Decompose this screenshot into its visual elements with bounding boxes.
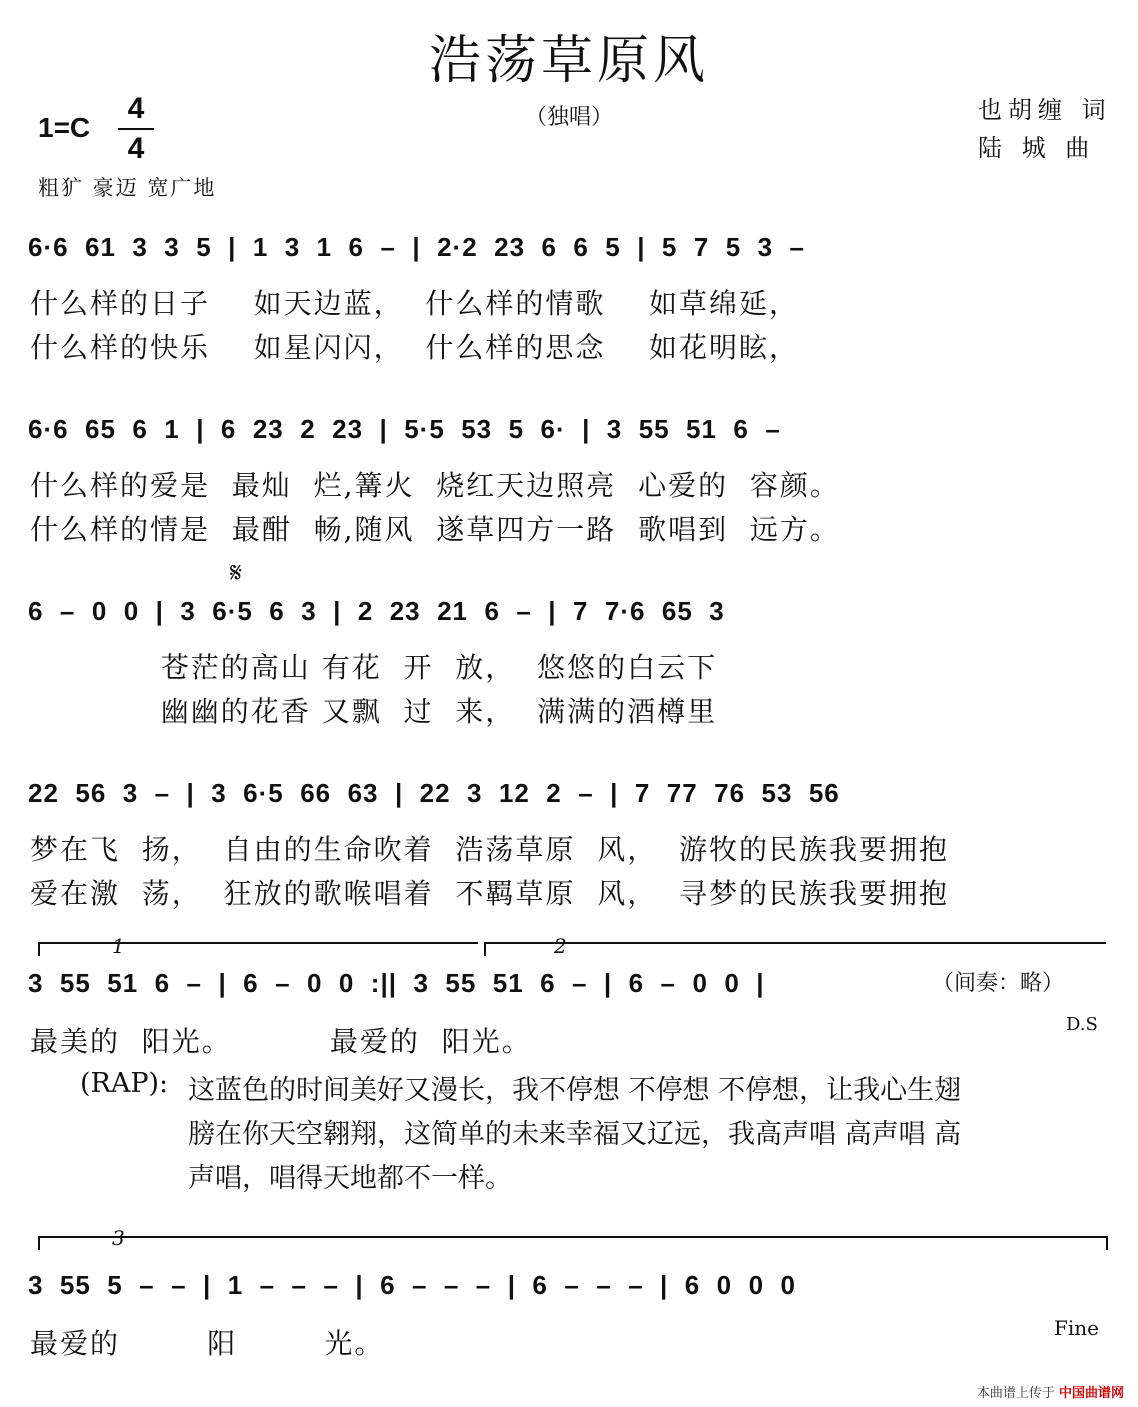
notation-row-5: 3 55 51 6 – | 6 – 0 0 :|| 3 55 51 6 – | 6 – 0 0 | — [28, 968, 765, 998]
lyric-row-4-verse-1: 梦在飞 扬， 自由的生命吹着 浩荡草原 风， 游牧的民族我要拥抱 — [30, 833, 950, 866]
rap-line-3: 声唱，唱得天地都不一样。 — [188, 1163, 512, 1194]
notation-row-4: 22 56 3 – | 3 6·5 66 63 | 22 3 12 2 – | 7 77 76 53 56 — [28, 778, 840, 808]
volta-bracket-3 — [38, 1236, 1108, 1250]
lyricist-credit: 也胡缠 词 — [978, 96, 1112, 124]
interlude-note: （间奏：略） — [932, 971, 1065, 996]
segno-sign: 𝄋 — [230, 556, 243, 589]
tempo-mark: 粗犷 豪迈 宽广地 — [38, 176, 217, 200]
notation-row-3: 6 – 0 0 | 3 6·5 6 3 | 2 23 21 6 – | 7 7·6 65 3 — [28, 596, 725, 626]
lyric-row-2-verse-2: 什么样的情是 最酣 畅,随风 遂草四方一路 歌唱到 远方。 — [30, 513, 840, 546]
lyric-row-1-verse-2: 什么样的快乐 如星闪闪， 什么样的思念 如花明眩， — [30, 331, 800, 364]
lyric-row-3-verse-2: 幽幽的花香 又飘 过 来， 满满的酒樽里 — [30, 695, 718, 728]
rap-line-1: 这蓝色的时间美好又漫长，我不停想 不停想 不停想，让我心生翅 — [188, 1075, 962, 1106]
ds-mark: D.S — [1066, 1014, 1098, 1035]
lyric-row-3-verse-1: 苍茫的高山 有花 开 放， 悠悠的白云下 — [30, 651, 718, 684]
watermark-prefix: 本曲谱上传于 — [976, 1386, 1055, 1401]
volta-number-3: 3 — [112, 1226, 125, 1250]
lyric-row-2-verse-1: 什么样的爱是 最灿 烂,篝火 烧红天边照亮 心爱的 容颜。 — [30, 469, 840, 502]
composer-credit: 陆 城 曲 — [978, 134, 1096, 162]
volta-bracket-2 — [484, 942, 1106, 956]
volta-bracket-1 — [38, 942, 478, 956]
key-signature: 1=C — [38, 112, 91, 143]
rap-label: (RAP): — [80, 1068, 169, 1099]
watermark-brand: 中国曲谱网 — [1058, 1386, 1124, 1401]
lyric-row-4-verse-2: 爱在激 荡， 狂放的歌喉唱着 不羁草原 风， 寻梦的民族我要拥抱 — [30, 877, 950, 910]
lyric-row-6: 最爱的 阳 光。 — [30, 1327, 385, 1360]
time-sig-bottom: 4 — [127, 132, 145, 165]
lyric-row-1-verse-1: 什么样的日子 如天边蓝， 什么样的情歌 如草绵延， — [30, 287, 800, 320]
notation-row-6: 3 55 5 – – | 1 – – – | 6 – – – | 6 – – – | 6 0 0 0 — [28, 1270, 796, 1300]
volta-number-2: 2 — [554, 934, 567, 958]
volta-number-1: 1 — [112, 934, 125, 958]
fine-mark: Fine — [1054, 1316, 1099, 1340]
notation-row-2: 6·6 65 6 1 | 6 23 2 23 | 5·5 53 5 6· | 3 55 51 6 – — [28, 414, 781, 444]
subtitle: （独唱） — [524, 105, 613, 130]
watermark — [977, 1382, 1124, 1401]
rap-line-2: 膀在你天空翱翔，这简单的未来幸福又辽远，我高声唱 高声唱 高 — [188, 1119, 962, 1150]
time-sig-top: 4 — [127, 92, 145, 125]
lyric-row-5: 最美的 阳光。 最爱的 阳光。 — [30, 1025, 532, 1058]
page-title: 浩荡草原风 — [428, 31, 709, 91]
notation-row-1: 6·6 61 3 3 5 | 1 3 1 6 – | 2·2 23 6 6 5 | 5 7 5 3 – — [28, 232, 806, 262]
